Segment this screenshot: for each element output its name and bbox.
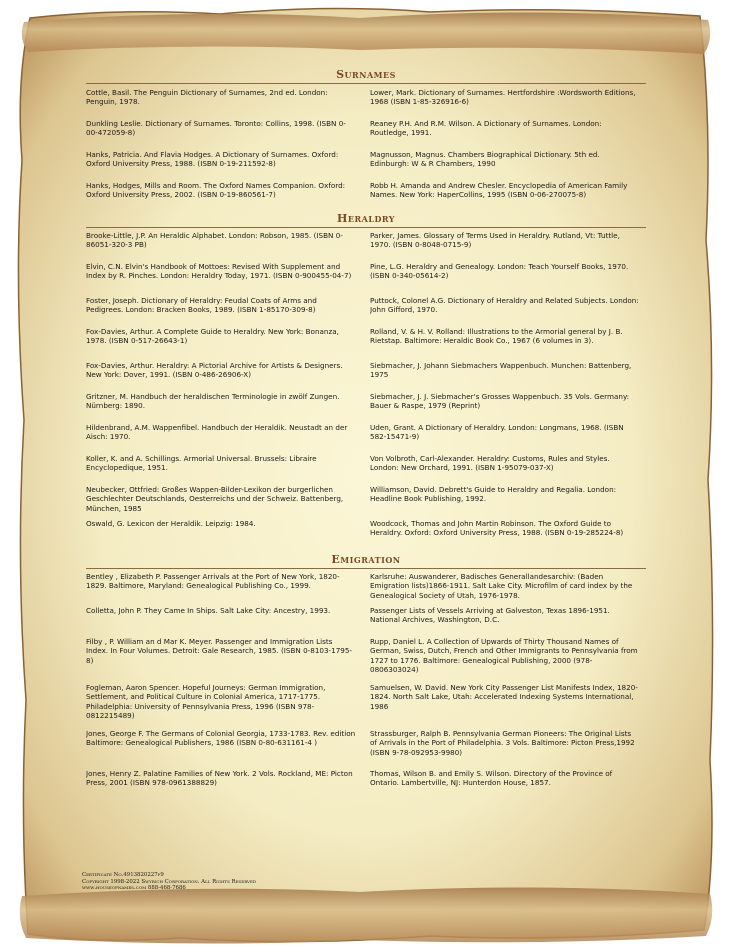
bibliography-entry: Fox-Davies, Arthur. Heraldry: A Pictorial Archive for Artists & Designers. New York: Dover, 1991. (ISBN 0-486-26906-X)	[86, 361, 343, 380]
copyright-notice: Copyright 1998-2022 Swyrich Corporation. All Rights Reserved	[82, 878, 257, 885]
bibliography-entry: Jones, George F. The Germans of Colonial Georgia, 1733-1783. Rev. edition Baltimore: Genealogical Publishers, 1986 (ISBN 0-80-631161-4 )	[86, 729, 356, 748]
bibliography-entry: Dunkling Leslie. Dictionary of Surnames. Toronto: Collins, 1998. (ISBN 0-00-472059-8)	[86, 119, 346, 138]
bibliography-content	[86, 68, 646, 800]
section-title-heraldry: Heraldry	[86, 212, 646, 228]
section-title-surnames: Surnames	[86, 68, 646, 84]
bibliography-entry: Rupp, Daniel L. A Collection of Upwards of Thirty Thousand Names of German, Swiss, Dutch, French and Other Immigrants to Pennsylvania from 1727 to 1776. Baltimore: Genealogical Publishing, 2000 (978-0806303024)	[370, 637, 638, 675]
bibliography-entry: Thomas, Wilson B. and Emily S. Wilson. Directory of the Province of Ontario. Lambertville, NJ: Hunterdon House, 1857.	[370, 769, 613, 788]
heraldry-section	[86, 212, 646, 553]
bibliography-entry: Oswald, G. Lexicon der Heraldik. Leipzig: 1984.	[86, 519, 256, 528]
bibliography-entry: Lower, Mark. Dictionary of Surnames. Hertfordshire :Wordsworth Editions, 1968 (ISBN 1-85-326916-6)	[370, 88, 636, 107]
bibliography-entry: Filby , P. William an d Mar K. Meyer. Passenger and Immigration Lists Index. In Four Volumes. Detroit: Gale Research, 1985. (ISBN 0-8103-1795-8)	[86, 637, 353, 665]
bibliography-entry: Uden, Grant. A Dictionary of Heraldry. London: Longmans, 1968. (ISBN 582-15471-9)	[370, 423, 624, 442]
bibliography-entry: Reaney P.H. And R.M. Wilson. A Dictionary of Surnames. London: Routledge, 1991.	[370, 119, 602, 138]
bibliography-entry: Brooke-Little, J.P. An Heraldic Alphabet. London: Robson, 1985. (ISBN 0-86051-320-3 PB)	[86, 231, 343, 250]
bibliography-entry: Jones, Henry Z. Palatine Families of New York. 2 Vols. Rockland, ME: Picton Press, 2001 (ISBN 978-0961388829)	[86, 769, 353, 788]
section-title-emigration: Emigration	[86, 553, 646, 569]
bibliography-entry: Robb H. Amanda and Andrew Chesler. Encyclopedia of American Family Names. New York: HaperCollins, 1995 (ISBN 0-06-270075-8)	[370, 181, 628, 200]
bibliography-entry: Neubecker, Ottfried: Großes Wappen-Bilder-Lexikon der burgerlichen Geschlechter Deutschlands, Oesterreichs und der Schweiz. Battenberg, München, 1985	[86, 485, 344, 513]
bibliography-entry: Von Volbroth, Carl-Alexander. Heraldry: Customs, Rules and Styles. London: New Orchard, 1991. (ISBN 1-95079-037-X)	[370, 454, 610, 473]
bibliography-entry: Bentley , Elizabeth P. Passenger Arrivals at the Port of New York, 1820-1829. Baltimore, Maryland: Genealogical Publishing Co., 1999.	[86, 572, 340, 591]
bibliography-entry: Strassburger, Ralph B. Pennsylvania German Pioneers: The Original Lists of Arrivals in the Port of Philadelphia. 3 Vols. Baltimore: Picton Press,1992 (ISBN 9-78-092953-9980)	[370, 729, 635, 757]
bibliography-entry: Hanks, Patricia. And Flavia Hodges. A Dictionary of Surnames. Oxford: Oxford University Press, 1988. (ISBN 0-19-211592-8)	[86, 150, 339, 169]
bibliography-entry: Pine, L.G. Heraldry and Genealogy. London: Teach Yourself Books, 1970. (ISBN 0-340-05614-2)	[370, 262, 629, 281]
heraldry-list	[86, 231, 646, 553]
bibliography-entry: Siebmacher, J. Johann Siebmachers Wappenbuch. Munchen: Battenberg, 1975	[370, 361, 632, 380]
bibliography-entry: Passenger Lists of Vessels Arriving at Galveston, Texas 1896-1951. National Archives, Washington, D.C.	[370, 606, 610, 625]
bibliography-entry: Fogleman, Aaron Spencer. Hopeful Journeys: German Immigration, Settlement, and Political Culture in Colonial America, 1717-1775. Philadelphia: University of Pennsylvania Press, 1996 (ISBN 978-0812215489)	[86, 683, 326, 721]
bibliography-entry: Koller, K. and A. Schillings. Armorial Universal. Brussels: Libraire Encyclopedique, 1951.	[86, 454, 317, 473]
bibliography-entry: Williamson, David. Debrett's Guide to Heraldry and Regalia. London: Headline Book Publishing, 1992.	[370, 485, 617, 504]
bibliography-entry: Gritzner, M. Handbuch der heraldischen Terminologie in zwölf Zungen. Nürnberg: 1890.	[86, 392, 340, 411]
emigration-list	[86, 572, 646, 800]
bibliography-entry: Siebmacher, J. J. Siebmacher's Grosses Wappenbuch. 35 Vols. Germany: Bauer & Raspe, 1979 (Reprint)	[370, 392, 630, 411]
certificate-number: Certificate No.4913820227f9	[82, 872, 164, 878]
bibliography-entry: Colletta, John P. They Came In Ships. Salt Lake City: Ancestry, 1993.	[86, 606, 331, 615]
bibliography-entry: Karlsruhe: Auswanderer, Badisches Generallandesarchiv: (Baden Emigration lists)1866-1911. Salt Lake City. Microfilm of card index by the Genealogical Society of Utah, 1976-1978.	[370, 572, 633, 600]
bibliography-entry: Hildenbrand, A.M. Wappenfibel. Handbuch der Heraldik. Neustadt an der Aisch: 1970.	[86, 423, 348, 442]
bibliography-entry: Fox-Davies, Arthur. A Complete Guide to Heraldry. New York: Bonanza, 1978. (ISBN 0-517-26643-1)	[86, 327, 339, 346]
bibliography-entry: Magnusson, Magnus. Chambers Biographical Dictionary. 5th ed. Edinburgh: W & R Chambers, 1990	[370, 150, 600, 169]
certificate-footer	[82, 872, 256, 892]
surnames-section	[86, 68, 646, 212]
contact-info: www.houseofnames.com 888-468-7686	[82, 885, 186, 892]
surnames-list	[86, 88, 646, 212]
bibliography-entry: Parker, James. Glossary of Terms Used in Heraldry. Rutland, Vt: Tuttle, 1970. (ISBN 0-8048-0715-9)	[370, 231, 620, 250]
bibliography-entry: Puttock, Colonel A.G. Dictionary of Heraldry and Related Subjects. London: John Gifford, 1970.	[370, 296, 639, 315]
bibliography-entry: Rolland, V. & H. V. Rolland: Illustrations to the Armorial general by J. B. Rietstap. Baltimore: Heraldic Book Co., 1967 (6 volumes in 3).	[370, 327, 623, 346]
bibliography-entry: Samuelsen, W. David. New York City Passenger List Manifests Index, 1820-1824. North Salt Lake, Utah: Accelerated Indexing Systems International, 1986	[370, 683, 638, 711]
bibliography-entry: Elvin, C.N. Elvin's Handbook of Mottoes: Revised With Supplement and Index by R. Pinches. London: Heraldry Today, 1971. (ISBN 0-900455-04-7)	[86, 262, 352, 281]
emigration-section	[86, 553, 646, 800]
bibliography-entry: Foster, Joseph. Dictionary of Heraldry: Feudal Coats of Arms and Pedigrees. London: Bracken Books, 1989. (ISBN 1-85170-309-8)	[86, 296, 317, 315]
bibliography-entry: Hanks, Hodges, Mills and Room. The Oxford Names Companion. Oxford: Oxford University Press, 2002. (ISBN 0-19-860561-7)	[86, 181, 346, 200]
bibliography-entry: Cottle, Basil. The Penguin Dictionary of Surnames, 2nd ed. London: Penguin, 1978.	[86, 88, 328, 107]
bibliography-entry: Woodcock, Thomas and John Martin Robinson. The Oxford Guide to Heraldry. Oxford: Oxford University Press, 1988. (ISBN 0-19-285224-8)	[370, 519, 624, 538]
